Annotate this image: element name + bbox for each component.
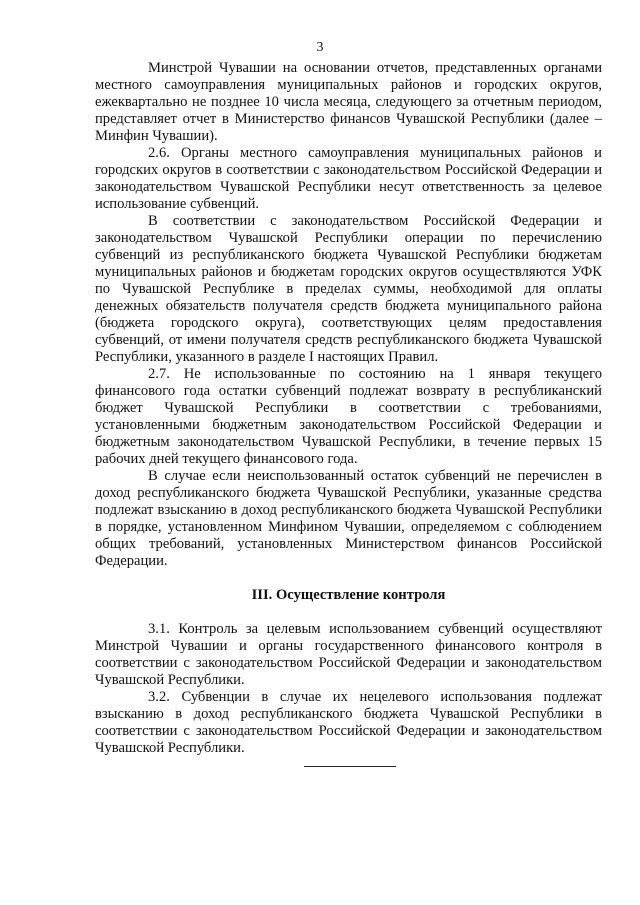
paragraph-3-2: 3.2. Субвенции в случае их нецелевого использования подлежат взысканию в доход республиканского бюджета Чувашской Республики в соответствии с законодательством Российской Федерации и законодательством Чувашской Республики.: [95, 689, 602, 756]
section-heading: III. Осуществление контроля: [251, 587, 446, 603]
paragraph-2-7: 2.7. Не использованные по состоянию на 1 января текущего финансового года остатки субвенций подлежат возврату в республиканский бюджет Чувашской Республики в соответствии с требованиями, установленными бюджетным законодательством Российской Федерации и бюджетным законодательством Чувашской Республики, в течение первых 15 рабочих дней текущего финансового года.: [95, 366, 602, 467]
paragraph-3-1: 3.1. Контроль за целевым использованием субвенций осуществляют Минстрой Чувашии и органы государственного финансового контроля в соответствии с законодательством Российской Федерации и законодательством Чувашской Республики.: [95, 621, 602, 688]
paragraph-report: Минстрой Чувашии на основании отчетов, представленных органами местного самоуправления муниципальных районов и городских округов, ежеквартально не позднее 10 числа месяца, следующего за отчетным периодом, представляет отчет в Министерство финансов Чувашской Республики (далее – Минфин Чувашии).: [95, 60, 602, 144]
paragraph-2-6: 2.6. Органы местного самоуправления муниципальных районов и городских округов в соответствии с законодательством Российской Федерации и законодательством Чувашской Республики несут ответственность за целевое использование субвенций.: [95, 145, 602, 212]
paragraph-transfer-operations: В соответствии с законодательством Российской Федерации и законодательством Чувашской Республики операции по перечислению субвенций из республиканского бюджета Чувашской Республики бюджетам муниципальных районов и бюджетам городских округов осуществляются УФК по Чувашской Республике в пределах суммы, необходимой для оплаты денежных обязательств получателя средств бюджета муниципального района (бюджета городского округа), соответствующих целям предоставления субвенций, от имени получателя средств республиканского бюджета Чувашской Республики, указанного в разделе I настоящих Правил.: [95, 213, 602, 365]
end-divider: [304, 766, 396, 767]
page-number: 3: [316, 40, 324, 55]
paragraph-unused-balance: В случае если неиспользованный остаток субвенций не перечислен в доход республиканского бюджета Чувашской Республики, указанные средства подлежат взысканию в доход республиканского бюджета Чувашской Республики в порядке, установленном Минфином Чувашии, определяемом с соблюдением общих требований, установленных Министерством финансов Российской Федерации.: [95, 468, 602, 569]
document-body: [95, 60, 602, 757]
